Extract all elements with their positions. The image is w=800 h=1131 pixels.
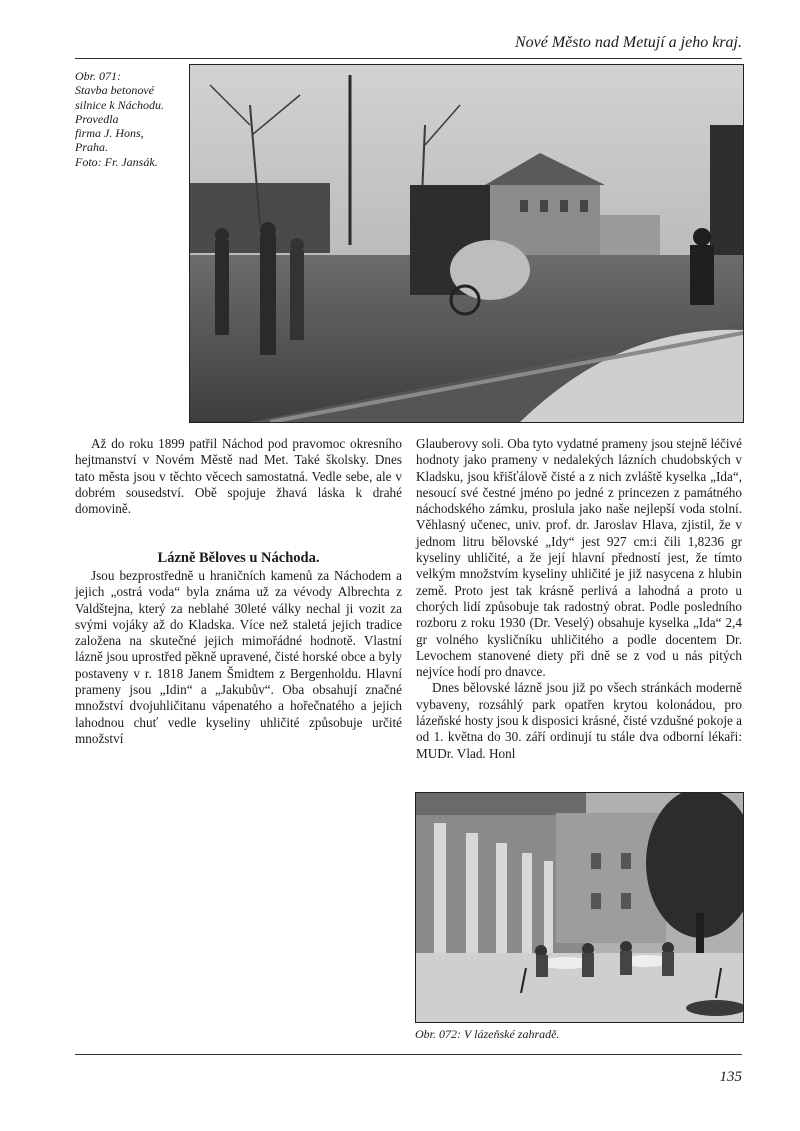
intro-paragraph: Až do roku 1899 patřil Náchod pod pravomoc okresního hejtmanství v Novém Městě nad Met. Také školsky. Dnes tato města jsou v těchto věcech samostatná. Vedle sebe, ale v dobrém sousedství. Obě spojuje žhavá láska k drahé domovině. [75,436,402,517]
figure-072-caption: Obr. 072: V lázeňské zahradě. [415,1027,560,1041]
section-heading: Lázně Běloves u Náchoda. [157,550,320,566]
right-paragraph-2: Dnes bělovské lázně jsou již po všech stránkách moderně vybaveny, rozsáhlý park opatřen krytou kolonádou, pro lázeňské hosty jsou k disposici krásné, čisté vzdušné pokoje a od 1. května do 30. září ordinují tu stále dva odborní lékaři: MUDr. Vlad. Honl [416,680,742,761]
right-paragraph-1: Glauberovy soli. Oba tyto vydatné prameny jsou stejně léčivé hodnoty jako prameny v nedalekých lázních chudobských v Kladsku, jsou křišťálově čisté a z nich zvláště kyselka „Ida“, nesoucí své čestné jméno po jedné z princezen z památného náchodského zámku, proslula jako naše nejlepší voda stolní. Věhlasný učenec, univ. prof. dr. Jaroslav Hlava, zjistil, že v jednom litru bělovské „Idy“ jest 927 cm:i čili 1,8236 gr kyseliny uhličité, a že její hlavní předností jest, že tímto velkým množstvím kyseliny uhličité je již nasycena z hlubin země. Proto jest tak krásně perlivá a lahodná a proto u chorých lidí způsobuje tak radostný obrat. Podle posledního rozboru z roku 1930 (Dr. Veselý) obsahuje kyselka „Ida“ 2,4 gr volného kysličníku uhličitého a podle docentem Dr. Levochem stanovené diety při dně se z vod u nás pitých nejvíce hodí pro dnavce. [416,436,742,680]
section-body [75,568,402,747]
section-paragraph: Jsou bezprostředně u hraničních kamenů za Náchodem a jejich „ostrá voda“ byla známa už za vévody Albrechta z Valdštejna, který za neblahé 30leté války nechal ji vozit za svými vojáky až do Kladska. Více než staletá jejich tradice založena na skutečné jejich mimořádné hodnotě. Vlastní lázně jsou uprostřed pěkně upravené, čisté horské obce a byly postaveny v r. 1818 Janem Šmidtem z Bergenholdu. Hlavní prameny jsou „Idin“ a „Jakubův“. Oba obsahují značné množství dvojuhličitanu vápenatého a hořečnatého a jejich lahodnou chuť vedle kyseliny uhličité způsobuje určité množství [75,568,402,746]
page-number: 135 [719,1069,742,1085]
caption-line: Provedla [75,111,119,126]
figure-071-caption [75,69,185,169]
running-title: Nové Město nad Metují a jeho kraj. [514,34,742,51]
left-column [75,436,402,517]
header-rule [75,58,742,59]
road-construction-photo [189,64,744,423]
caption-line: Obr. 071: [75,69,122,83]
caption-line: Foto: Fr. Jansák. [75,154,158,169]
right-column [416,436,742,762]
spa-garden-photo [415,792,744,1023]
caption-line: silnice k Náchodu. [75,97,164,112]
caption-line: firma J. Hons, [75,126,144,141]
caption-line: Praha. [75,140,108,155]
footer-rule [75,1054,742,1055]
caption-line: Stavba betonové [75,83,154,98]
